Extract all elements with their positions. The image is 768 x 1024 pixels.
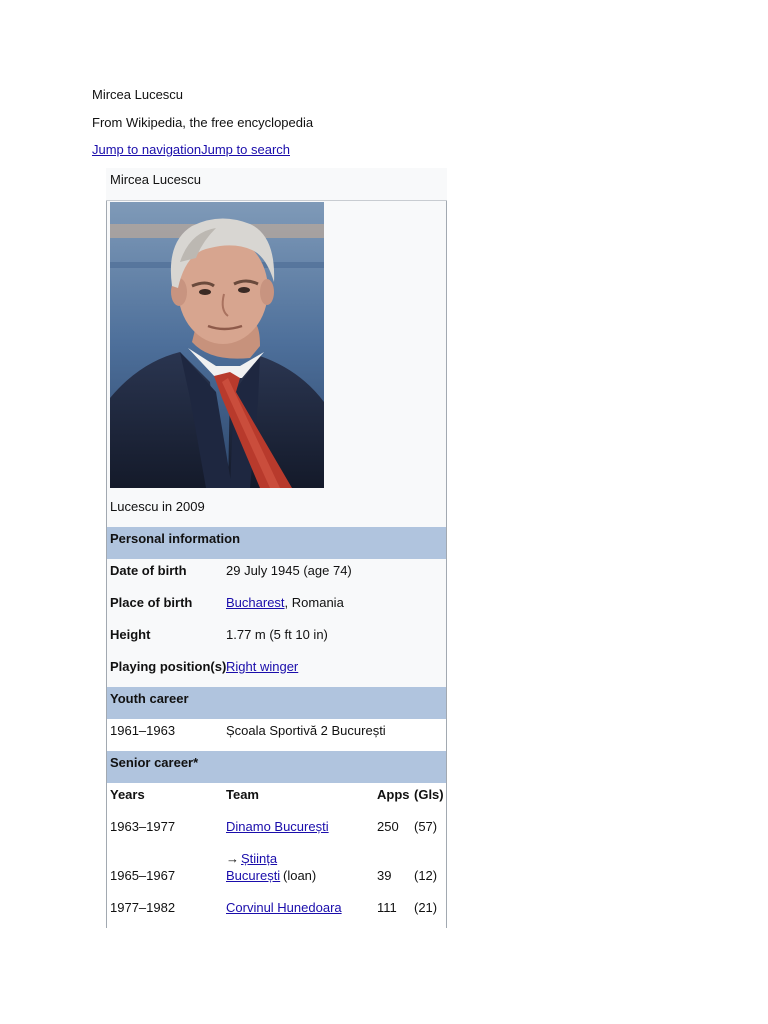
portrait-photo[interactable] bbox=[110, 202, 324, 488]
infobox bbox=[106, 168, 447, 928]
senior-career-heading: Senior career* bbox=[110, 755, 199, 770]
senior-career-table bbox=[107, 783, 446, 928]
label-playing-position: Playing position(s) bbox=[110, 659, 227, 674]
senior-row-1-apps: 250 bbox=[377, 819, 399, 834]
label-place-of-birth: Place of birth bbox=[110, 595, 193, 610]
youth-years: 1961–1963 bbox=[110, 723, 176, 738]
senior-row-2-years: 1965–1967 bbox=[110, 868, 176, 883]
senior-row-3-apps: 111 bbox=[377, 900, 397, 915]
value-date-of-birth: 29 July 1945 (age 74) bbox=[226, 563, 352, 578]
portrait-image bbox=[110, 202, 324, 488]
value-height: 1.77 m (5 ft 10 in) bbox=[226, 627, 328, 642]
personal-info-heading: Personal information bbox=[110, 531, 241, 546]
youth-career-heading: Youth career bbox=[110, 691, 189, 706]
senior-row-1-years: 1963–1977 bbox=[110, 819, 176, 834]
senior-row-1-gls: (57) bbox=[414, 819, 438, 834]
youth-career-header bbox=[107, 687, 446, 719]
place-of-birth-country: , Romania bbox=[284, 595, 344, 610]
label-height: Height bbox=[110, 627, 151, 642]
senior-col-gls: (Gls) bbox=[414, 787, 444, 802]
value-place-of-birth bbox=[226, 595, 344, 610]
value-playing-position bbox=[226, 659, 298, 674]
senior-row-2-loan: (loan) bbox=[283, 868, 317, 883]
senior-row-3-gls: (21) bbox=[414, 900, 438, 915]
senior-col-years: Years bbox=[110, 787, 145, 802]
label-date-of-birth: Date of birth bbox=[110, 563, 187, 578]
loan-arrow-icon: → bbox=[226, 851, 239, 866]
senior-row-3-years: 1977–1982 bbox=[110, 900, 176, 915]
senior-row-2-gls: (12) bbox=[414, 868, 438, 883]
dinamo-bucuresti-link[interactable]: Dinamo București bbox=[226, 819, 329, 834]
senior-career-header bbox=[107, 751, 446, 783]
personal-info-header bbox=[107, 527, 446, 559]
infobox-title-row bbox=[106, 168, 447, 201]
senior-row-2-apps: 39 bbox=[377, 868, 392, 883]
youth-career-row bbox=[107, 719, 446, 751]
stiinta-bucuresti-link-line1[interactable]: Știința bbox=[241, 851, 278, 866]
stiinta-bucuresti-link-line2[interactable]: București bbox=[226, 868, 281, 883]
senior-col-team: Team bbox=[226, 787, 259, 802]
senior-col-apps: Apps bbox=[377, 787, 410, 802]
jump-links bbox=[92, 142, 290, 157]
jump-to-search-link[interactable]: Jump to search bbox=[201, 142, 290, 157]
page-title: Mircea Lucescu bbox=[92, 87, 184, 102]
corvinul-hunedoara-link[interactable]: Corvinul Hunedoara bbox=[226, 900, 342, 915]
page-subtitle: From Wikipedia, the free encyclopedia bbox=[92, 115, 314, 130]
photo-caption: Lucescu in 2009 bbox=[110, 499, 205, 514]
bucharest-link[interactable]: Bucharest bbox=[226, 595, 285, 610]
right-winger-link[interactable]: Right winger bbox=[226, 659, 299, 674]
jump-to-navigation-link[interactable]: Jump to navigation bbox=[92, 142, 202, 157]
youth-team: Școala Sportivă 2 București bbox=[226, 723, 386, 738]
infobox-title: Mircea Lucescu bbox=[110, 172, 202, 187]
